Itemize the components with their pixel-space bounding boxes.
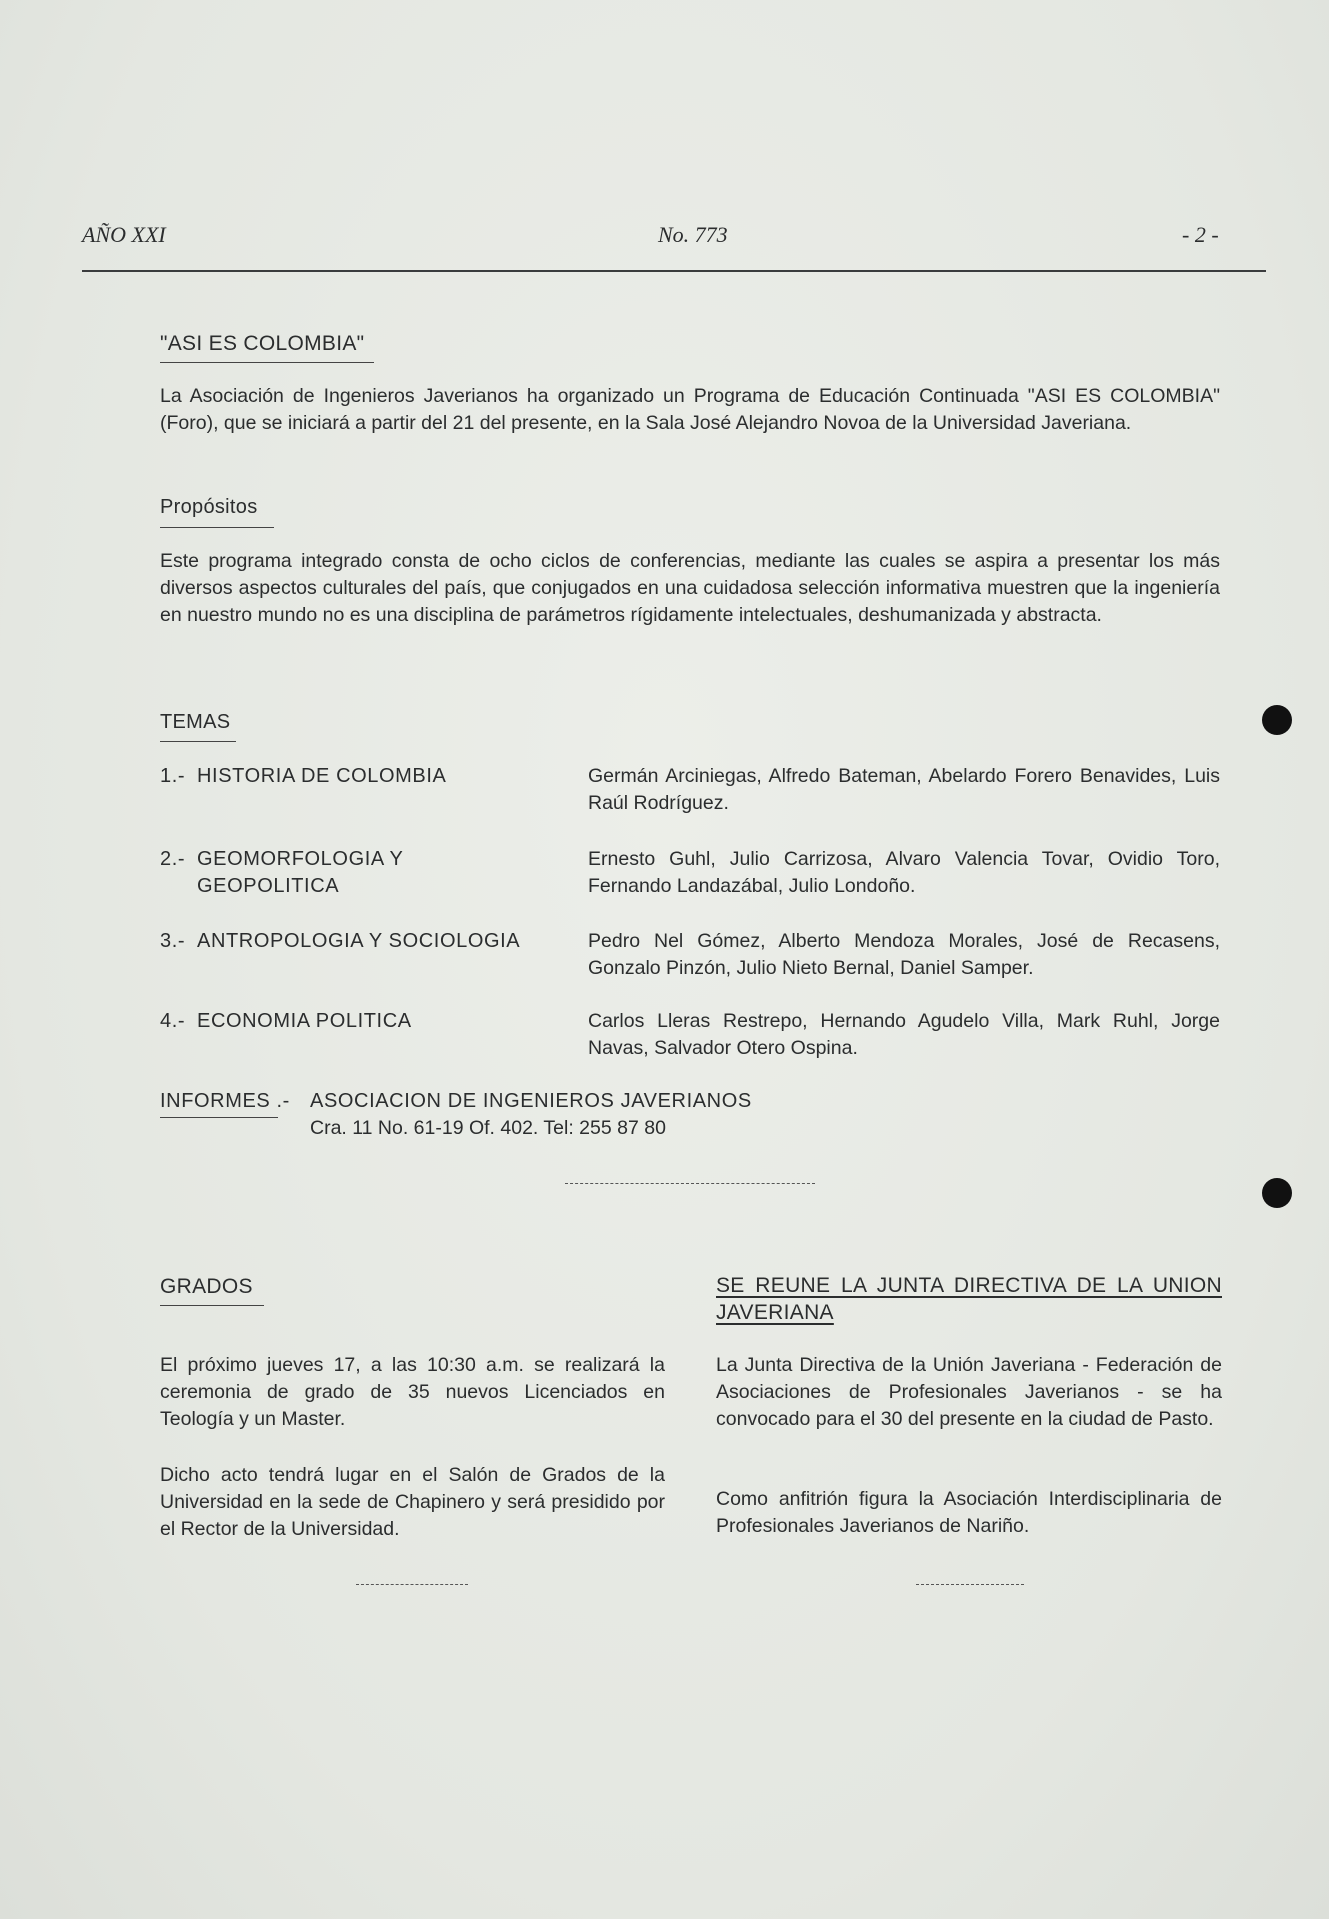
informes-underline [160,1117,278,1118]
junta-end-separator [916,1584,1024,1585]
tema-title: HISTORIA DE COLOMBIA [197,765,447,787]
informes-label: INFORMES .- [160,1090,290,1112]
tema-title: ANTROPOLOGIA Y SOCIOLOGIA [197,930,521,952]
title-underline [160,362,374,363]
header-year: AÑO XXI [82,222,166,247]
propositos-text: Este programa integrado consta de ocho ciclos de conferencias, mediante las cuales se aspira a presentar los más diversos aspectos culturales del país, que conjugados en una cuidadosa selección informativa muestren que la ingeniería en nuestro mundo no es una disciplina de parámetros rígidamente intelectuales, deshumanizada y abstracta. [160,550,1220,626]
header-rule [82,270,1266,272]
tema-title: GEOMORFOLOGIA Y GEOPOLITICA [197,848,404,897]
informes-address: Cra. 11 No. 61-19 Of. 402. Tel: 255 87 80 [310,1117,666,1139]
tema-number: 1.- [160,765,186,787]
temas-heading: TEMAS [160,711,231,733]
header-page-number: - 2 - [1182,222,1219,247]
section-separator [565,1183,815,1184]
tema-number: 2.- [160,848,186,870]
junta-paragraph-2: Como anfitrión figura la Asociación Interdisciplinaria de Profesionales Javerianos de Nariño. [716,1488,1222,1537]
tema-number: 4.- [160,1010,186,1032]
tema-speakers: Carlos Lleras Restrepo, Hernando Agudelo Villa, Mark Ruhl, Jorge Navas, Salvador Otero Ospina. [588,1010,1220,1059]
grados-paragraph-1: El próximo jueves 17, a las 10:30 a.m. se realizará la ceremonia de grado de 35 nuevos Licenciados en Teología y un Master. [160,1354,665,1430]
propositos-underline [160,527,274,528]
tema-speakers: Pedro Nel Gómez, Alberto Mendoza Morales, José de Recasens, Gonzalo Pinzón, Julio Nieto Bernal, Daniel Samper. [588,930,1220,979]
header-issue-number: No. 773 [658,222,728,247]
informes-organization: ASOCIACION DE INGENIEROS JAVERIANOS [310,1090,752,1112]
junta-paragraph-1: La Junta Directiva de la Unión Javeriana - Federación de Asociaciones de Profesionales Javerianos - se ha convocado para el 30 del presente en la ciudad de Pasto. [716,1354,1222,1430]
grados-end-separator [356,1584,468,1585]
grados-underline [160,1305,264,1306]
temas-underline [160,741,236,742]
tema-speakers: Ernesto Guhl, Julio Carrizosa, Alvaro Valencia Tovar, Ovidio Toro, Fernando Landazábal, Julio Londoño. [588,848,1220,897]
binder-hole [1262,1178,1292,1208]
propositos-heading: Propósitos [160,496,258,518]
tema-speakers: Germán Arciniegas, Alfredo Bateman, Abelardo Forero Benavides, Luis Raúl Rodríguez. [588,765,1220,814]
junta-heading: SE REUNE LA JUNTA DIRECTIVA DE LA UNION JAVERIANA [716,1274,1222,1324]
foro-intro: La Asociación de Ingenieros Javerianos ha organizado un Programa de Educación Continuada "ASI ES COLOMBIA" (Foro), que se iniciará a partir del 21 del presente, en la Sala José Alejandro Novoa de la Universidad Javeriana. [160,385,1220,434]
grados-paragraph-2: Dicho acto tendrá lugar en el Salón de Grados de la Universidad en la sede de Chapinero y será presidido por el Rector de la Universidad. [160,1464,665,1540]
binder-hole [1262,705,1292,735]
grados-heading: GRADOS [160,1275,253,1298]
tema-number: 3.- [160,930,186,952]
tema-title: ECONOMIA POLITICA [197,1010,412,1032]
article-title: "ASI ES COLOMBIA" [160,332,365,355]
